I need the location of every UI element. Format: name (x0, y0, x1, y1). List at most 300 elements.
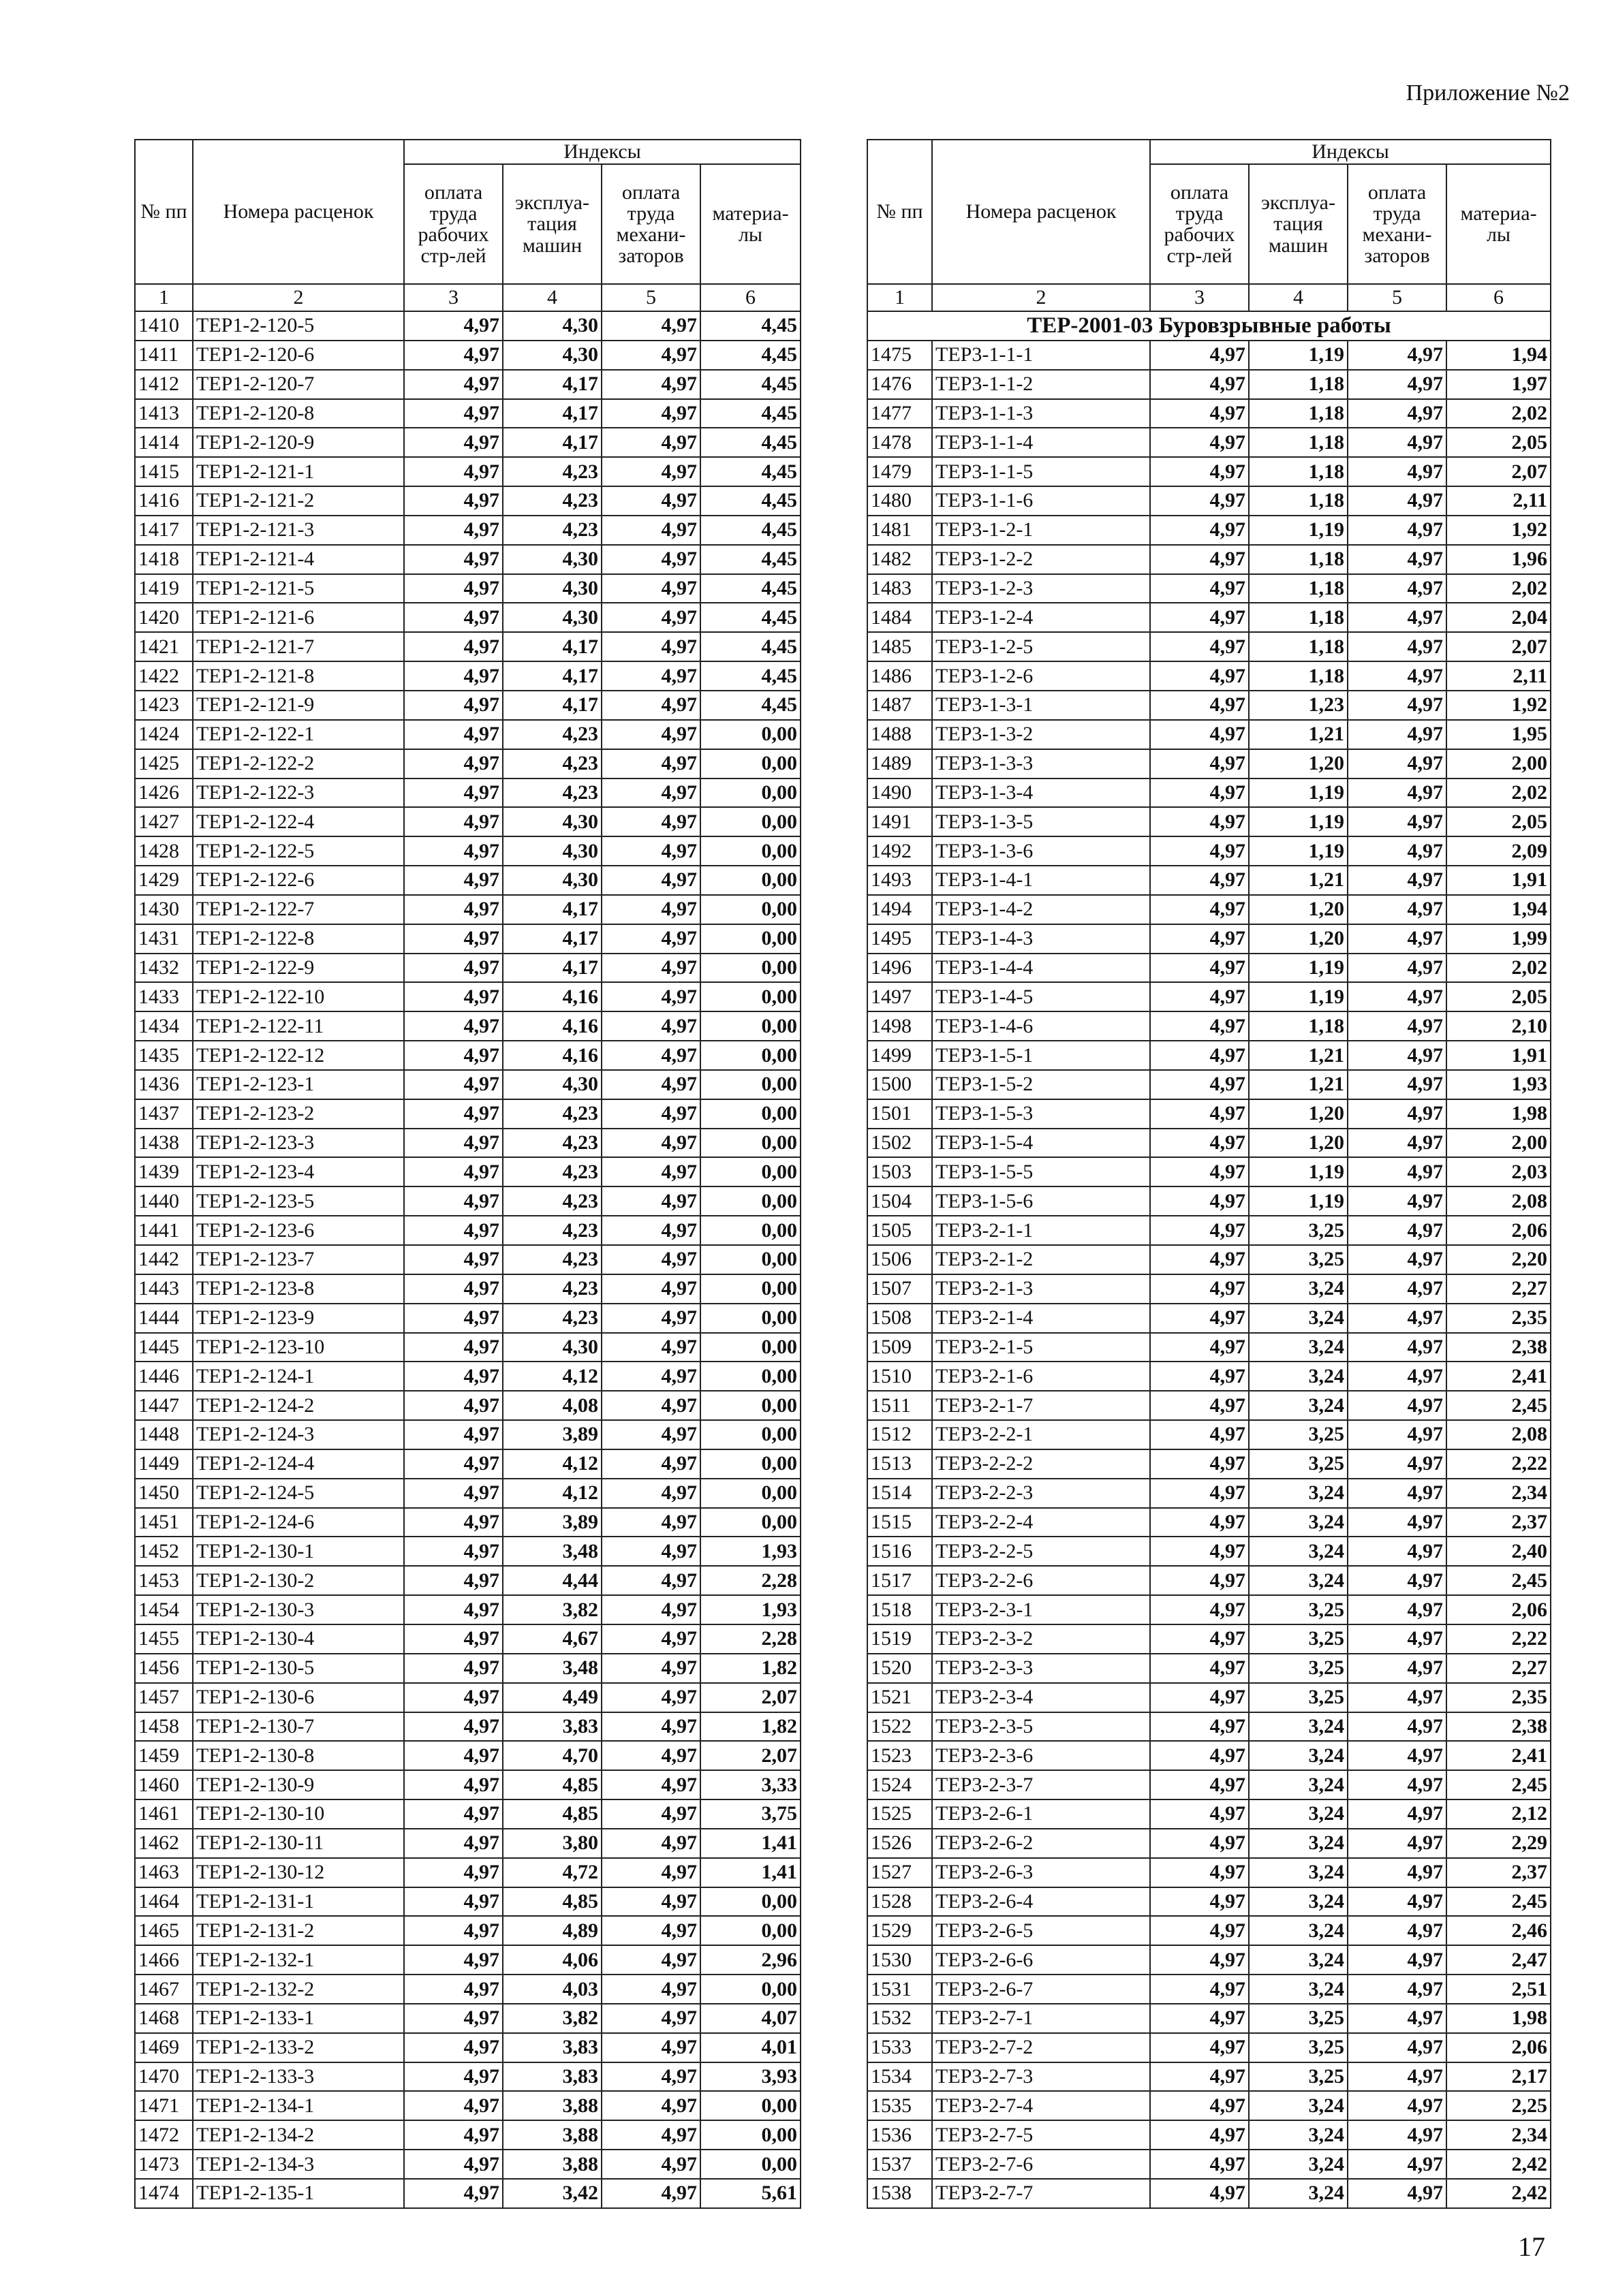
operators-index: 4,97 (602, 1537, 700, 1566)
row-number: 1446 (135, 1362, 193, 1391)
wages-index: 4,97 (1150, 2179, 1249, 2208)
rate-code: ТЕР1-2-130-4 (193, 1624, 404, 1654)
wages-index: 4,97 (1150, 1799, 1249, 1829)
materials-index: 1,41 (700, 1829, 801, 1858)
materials-index: 3,75 (700, 1799, 801, 1829)
materials-index: 2,11 (1446, 486, 1551, 516)
table-row (135, 779, 801, 808)
rate-code: ТЕР1-2-120-6 (193, 341, 404, 370)
materials-index: 1,41 (700, 1858, 801, 1887)
wages-index: 4,97 (1150, 1157, 1249, 1186)
table-row (867, 1099, 1551, 1129)
row-number: 1510 (867, 1362, 932, 1391)
table-row (135, 2120, 801, 2150)
wages-index: 4,97 (1150, 1712, 1249, 1742)
row-number: 1486 (867, 661, 932, 691)
operators-index: 4,97 (1348, 2004, 1446, 2033)
materials-index: 0,00 (700, 954, 801, 983)
materials-index: 2,34 (1446, 2120, 1551, 2150)
row-number: 1468 (135, 2004, 193, 2033)
operators-index: 4,97 (602, 1011, 700, 1041)
wages-index: 4,97 (404, 1858, 503, 1887)
operators-index: 4,97 (1348, 341, 1446, 370)
materials-index: 0,00 (700, 1157, 801, 1186)
wages-index: 4,97 (1150, 1274, 1249, 1304)
rate-code: ТЕР3-2-7-4 (932, 2091, 1150, 2120)
wages-index: 4,97 (404, 1011, 503, 1041)
table-row (135, 1245, 801, 1274)
wages-index: 4,97 (1150, 399, 1249, 428)
machines-index: 4,30 (503, 311, 602, 341)
materials-index: 2,28 (700, 1624, 801, 1654)
table-row (135, 720, 801, 749)
wages-index: 4,97 (404, 749, 503, 779)
left-table-body (135, 311, 801, 2208)
rate-code: ТЕР1-2-133-1 (193, 2004, 404, 2033)
machines-index: 4,23 (503, 457, 602, 486)
operators-index: 4,97 (1348, 1333, 1446, 1362)
rate-code: ТЕР3-2-7-2 (932, 2033, 1150, 2062)
rate-code: ТЕР1-2-130-9 (193, 1770, 404, 1799)
operators-index: 4,97 (1348, 603, 1446, 632)
wages-index: 4,97 (1150, 807, 1249, 836)
operators-index: 4,97 (1348, 691, 1446, 720)
wages-index: 4,97 (1150, 1479, 1249, 1508)
rate-code: ТЕР3-2-7-6 (932, 2150, 1150, 2179)
table-row (867, 1274, 1551, 1304)
operators-index: 4,97 (1348, 1537, 1446, 1566)
row-number: 1431 (135, 924, 193, 954)
machines-index: 1,21 (1249, 866, 1348, 895)
rate-code: ТЕР3-1-5-6 (932, 1186, 1150, 1216)
machines-index: 4,12 (503, 1362, 602, 1391)
rate-code: ТЕР1-2-122-8 (193, 924, 404, 954)
rate-code: ТЕР3-1-1-1 (932, 341, 1150, 370)
wages-index: 4,97 (1150, 2004, 1249, 2033)
operators-index: 4,97 (602, 1420, 700, 1449)
row-number: 1531 (867, 1975, 932, 2004)
rate-code: ТЕР1-2-134-3 (193, 2150, 404, 2179)
row-number: 1473 (135, 2150, 193, 2179)
operators-index: 4,97 (1348, 1829, 1446, 1858)
rate-code: ТЕР1-2-134-2 (193, 2120, 404, 2150)
rate-code: ТЕР3-2-3-5 (932, 1712, 1150, 1742)
materials-index: 4,45 (700, 691, 801, 720)
table-row (135, 2091, 801, 2120)
col-num-header: № пп (135, 140, 193, 284)
indices-group-header: Индексы (1150, 140, 1551, 164)
operators-index: 4,97 (602, 1449, 700, 1479)
wages-index: 4,97 (404, 311, 503, 341)
rate-code: ТЕР1-2-123-4 (193, 1157, 404, 1186)
table-row (135, 2150, 801, 2179)
table-row (867, 1508, 1551, 1537)
materials-index: 1,92 (1446, 516, 1551, 545)
machines-index: 3,88 (503, 2150, 602, 2179)
materials-index: 1,99 (1446, 924, 1551, 954)
machines-index: 4,23 (503, 1216, 602, 1245)
wages-index: 4,97 (404, 1916, 503, 1945)
col-code-header: Номера расценок (193, 140, 404, 284)
row-number: 1418 (135, 545, 193, 574)
col-index-1: 1 (867, 284, 932, 311)
wages-index: 4,97 (404, 632, 503, 661)
wages-index: 4,97 (1150, 1070, 1249, 1099)
table-row (135, 1566, 801, 1595)
machines-index: 1,19 (1249, 779, 1348, 808)
materials-index: 4,45 (700, 545, 801, 574)
materials-index: 0,00 (700, 895, 801, 924)
rate-code: ТЕР1-2-122-7 (193, 895, 404, 924)
machines-index: 4,30 (503, 574, 602, 603)
operators-index: 4,97 (602, 2033, 700, 2062)
wages-index: 4,97 (404, 2062, 503, 2092)
row-number: 1494 (867, 895, 932, 924)
machines-index: 3,24 (1249, 1741, 1348, 1770)
operators-index: 4,97 (1348, 370, 1446, 399)
table-row (867, 2033, 1551, 2062)
rate-code: ТЕР1-2-122-12 (193, 1041, 404, 1070)
wages-index: 4,97 (1150, 1216, 1249, 1245)
wages-index: 4,97 (1150, 895, 1249, 924)
machines-index: 4,23 (503, 1186, 602, 1216)
row-number: 1445 (135, 1333, 193, 1362)
table-row (135, 1479, 801, 1508)
table-row (867, 341, 1551, 370)
operators-index: 4,97 (602, 1099, 700, 1129)
wages-index: 4,97 (404, 1216, 503, 1245)
row-number: 1515 (867, 1508, 932, 1537)
operators-index: 4,97 (1348, 486, 1446, 516)
wages-index: 4,97 (404, 574, 503, 603)
table-row (135, 954, 801, 983)
machines-index: 3,24 (1249, 1566, 1348, 1595)
wages-index: 4,97 (1150, 1391, 1249, 1420)
row-number: 1423 (135, 691, 193, 720)
row-number: 1467 (135, 1975, 193, 2004)
operators-index: 4,97 (1348, 574, 1446, 603)
table-row (867, 1186, 1551, 1216)
materials-index: 2,25 (1446, 2091, 1551, 2120)
row-number: 1525 (867, 1799, 932, 1829)
wages-index: 4,97 (404, 982, 503, 1011)
materials-index: 4,45 (700, 428, 801, 457)
row-number: 1533 (867, 2033, 932, 2062)
wages-index: 4,97 (1150, 1011, 1249, 1041)
wages-index: 4,97 (404, 1420, 503, 1449)
machines-index: 3,24 (1249, 1712, 1348, 1742)
rate-code: ТЕР1-2-132-2 (193, 1975, 404, 2004)
operators-index: 4,97 (602, 807, 700, 836)
row-number: 1524 (867, 1770, 932, 1799)
operators-index: 4,97 (1348, 1799, 1446, 1829)
row-number: 1459 (135, 1741, 193, 1770)
machines-index: 3,83 (503, 2062, 602, 2092)
wages-index: 4,97 (1150, 2120, 1249, 2150)
machines-index: 4,23 (503, 486, 602, 516)
row-number: 1470 (135, 2062, 193, 2092)
machines-index: 3,24 (1249, 1479, 1348, 1508)
machines-index: 4,17 (503, 954, 602, 983)
wages-index: 4,97 (404, 1449, 503, 1479)
col-index-1: 1 (135, 284, 193, 311)
operators-index: 4,97 (1348, 1362, 1446, 1391)
materials-index: 3,33 (700, 1770, 801, 1799)
row-number: 1506 (867, 1245, 932, 1274)
table-row (135, 1799, 801, 1829)
table-row (867, 1216, 1551, 1245)
machines-index: 4,23 (503, 516, 602, 545)
rate-code: ТЕР3-1-3-5 (932, 807, 1150, 836)
machines-index: 1,18 (1249, 632, 1348, 661)
machines-index: 1,18 (1249, 661, 1348, 691)
rate-code: ТЕР1-2-122-9 (193, 954, 404, 983)
operators-index: 4,97 (602, 2150, 700, 2179)
machines-index: 3,24 (1249, 2179, 1348, 2208)
table-row (135, 2062, 801, 2092)
materials-index: 4,45 (700, 370, 801, 399)
table-row (867, 1245, 1551, 1274)
table-row (867, 807, 1551, 836)
wages-index: 4,97 (404, 1186, 503, 1216)
row-number: 1520 (867, 1654, 932, 1683)
materials-index: 0,00 (700, 1099, 801, 1129)
table-row (135, 428, 801, 457)
table-row (135, 1449, 801, 1479)
machines-index: 4,12 (503, 1479, 602, 1508)
machines-index: 3,24 (1249, 1508, 1348, 1537)
wages-index: 4,97 (1150, 341, 1249, 370)
wages-index: 4,97 (404, 1945, 503, 1975)
row-number: 1477 (867, 399, 932, 428)
machines-index: 3,83 (503, 2033, 602, 2062)
rate-code: ТЕР3-2-1-2 (932, 1245, 1150, 1274)
table-row (867, 1333, 1551, 1362)
machines-index: 3,48 (503, 1537, 602, 1566)
col-num-header: № пп (867, 140, 932, 284)
materials-index: 2,07 (700, 1683, 801, 1712)
machines-index: 3,24 (1249, 2150, 1348, 2179)
rate-code: ТЕР3-2-1-3 (932, 1274, 1150, 1304)
row-number: 1421 (135, 632, 193, 661)
row-number: 1488 (867, 720, 932, 749)
table-row (867, 1391, 1551, 1420)
machines-index: 4,17 (503, 399, 602, 428)
machines-index: 1,20 (1249, 749, 1348, 779)
machines-index: 3,88 (503, 2091, 602, 2120)
machines-index: 3,24 (1249, 1945, 1348, 1975)
materials-index: 4,45 (700, 399, 801, 428)
machines-index: 1,18 (1249, 370, 1348, 399)
rate-code: ТЕР1-2-120-7 (193, 370, 404, 399)
table-row (867, 661, 1551, 691)
row-number: 1512 (867, 1420, 932, 1449)
machines-index: 4,16 (503, 1011, 602, 1041)
table-row (135, 341, 801, 370)
wages-index: 4,97 (404, 1508, 503, 1537)
operators-index: 4,97 (602, 1829, 700, 1858)
wages-index: 4,97 (1150, 428, 1249, 457)
operators-index: 4,97 (1348, 1566, 1446, 1595)
table-row (135, 370, 801, 399)
operators-index: 4,97 (602, 691, 700, 720)
materials-index: 2,35 (1446, 1683, 1551, 1712)
rate-code: ТЕР1-2-133-2 (193, 2033, 404, 2062)
wages-index: 4,97 (1150, 1333, 1249, 1362)
row-number: 1424 (135, 720, 193, 749)
wages-index: 4,97 (404, 691, 503, 720)
operators-index: 4,97 (602, 1216, 700, 1245)
row-number: 1538 (867, 2179, 932, 2208)
wages-index: 4,97 (1150, 779, 1249, 808)
rate-code: ТЕР1-2-120-5 (193, 311, 404, 341)
machines-index: 4,49 (503, 1683, 602, 1712)
wages-index: 4,97 (1150, 370, 1249, 399)
row-number: 1414 (135, 428, 193, 457)
materials-index: 4,45 (700, 632, 801, 661)
operators-index: 4,97 (1348, 1945, 1446, 1975)
rate-code: ТЕР1-2-122-1 (193, 720, 404, 749)
rate-code: ТЕР3-1-1-5 (932, 457, 1150, 486)
table-row (867, 1304, 1551, 1333)
operators-index: 4,97 (1348, 1216, 1446, 1245)
row-number: 1453 (135, 1566, 193, 1595)
row-number: 1466 (135, 1945, 193, 1975)
materials-index: 5,61 (700, 2179, 801, 2208)
materials-index: 2,06 (1446, 2033, 1551, 2062)
rate-code: ТЕР3-1-5-3 (932, 1099, 1150, 1129)
materials-index: 2,45 (1446, 1887, 1551, 1917)
col-code-header: Номера расценок (932, 140, 1150, 284)
operators-index: 4,97 (602, 1186, 700, 1216)
rate-code: ТЕР1-2-132-1 (193, 1945, 404, 1975)
table-row (867, 1975, 1551, 2004)
table-row (135, 399, 801, 428)
table-row (867, 1624, 1551, 1654)
row-number: 1500 (867, 1070, 932, 1099)
rate-code: ТЕР3-1-4-4 (932, 954, 1150, 983)
machines-index: 4,85 (503, 1770, 602, 1799)
rate-code: ТЕР1-2-122-11 (193, 1011, 404, 1041)
table-row (135, 632, 801, 661)
wages-index: 4,97 (404, 1829, 503, 1858)
wages-index: 4,97 (1150, 1770, 1249, 1799)
operators-index: 4,97 (602, 720, 700, 749)
table-row (867, 895, 1551, 924)
machines-index: 1,18 (1249, 457, 1348, 486)
operators-index: 4,97 (1348, 1011, 1446, 1041)
table-row (867, 574, 1551, 603)
rate-code: ТЕР3-1-4-1 (932, 866, 1150, 895)
rate-code: ТЕР3-2-7-3 (932, 2062, 1150, 2092)
table-row (867, 2179, 1551, 2208)
machines-index: 4,17 (503, 632, 602, 661)
machines-index: 1,21 (1249, 1041, 1348, 1070)
operators-index: 4,97 (602, 1391, 700, 1420)
row-number: 1483 (867, 574, 932, 603)
wages-index: 4,97 (404, 1712, 503, 1742)
wages-index: 4,97 (404, 924, 503, 954)
operators-index: 4,97 (602, 924, 700, 954)
wages-index: 4,97 (1150, 1566, 1249, 1595)
table-row (135, 1829, 801, 1858)
operators-index: 4,97 (1348, 2120, 1446, 2150)
machines-index: 1,18 (1249, 574, 1348, 603)
machines-index: 4,06 (503, 1945, 602, 1975)
wages-index: 4,97 (404, 1157, 503, 1186)
rate-code: ТЕР3-2-3-7 (932, 1770, 1150, 1799)
rate-code: ТЕР1-2-133-3 (193, 2062, 404, 2092)
row-number: 1521 (867, 1683, 932, 1712)
materials-index: 0,00 (700, 1011, 801, 1041)
row-number: 1495 (867, 924, 932, 954)
materials-index: 0,00 (700, 749, 801, 779)
col-index-6: 6 (700, 284, 801, 311)
rate-code: ТЕР3-2-2-5 (932, 1537, 1150, 1566)
rate-code: ТЕР1-2-130-11 (193, 1829, 404, 1858)
row-number: 1517 (867, 1566, 932, 1595)
materials-index: 0,00 (700, 866, 801, 895)
operators-index: 4,97 (1348, 1712, 1446, 1742)
materials-index: 1,94 (1446, 895, 1551, 924)
row-number: 1413 (135, 399, 193, 428)
wages-index: 4,97 (1150, 574, 1249, 603)
operators-index: 4,97 (602, 2091, 700, 2120)
row-number: 1492 (867, 836, 932, 866)
table-row (867, 1770, 1551, 1799)
table-row (135, 1304, 801, 1333)
table-row (867, 545, 1551, 574)
table-row (867, 1566, 1551, 1595)
operators-index: 4,97 (1348, 2062, 1446, 2092)
machines-index: 3,25 (1249, 2062, 1348, 2092)
rate-code: ТЕР1-2-130-1 (193, 1537, 404, 1566)
table-row (135, 1945, 801, 1975)
materials-index: 2,22 (1446, 1624, 1551, 1654)
machines-index: 3,25 (1249, 1216, 1348, 1245)
operators-index: 4,97 (602, 311, 700, 341)
rate-code: ТЕР1-2-124-2 (193, 1391, 404, 1420)
operators-index: 4,97 (1348, 545, 1446, 574)
wages-index: 4,97 (1150, 982, 1249, 1011)
machines-index: 3,89 (503, 1508, 602, 1537)
wages-index: 4,97 (1150, 1449, 1249, 1479)
machines-index: 3,25 (1249, 1654, 1348, 1683)
wages-index: 4,97 (404, 895, 503, 924)
operators-index: 4,97 (1348, 1157, 1446, 1186)
materials-index: 1,95 (1446, 720, 1551, 749)
operators-index: 4,97 (602, 1595, 700, 1624)
materials-index: 0,00 (700, 1420, 801, 1449)
rate-code: ТЕР1-2-120-8 (193, 399, 404, 428)
materials-index: 1,92 (1446, 691, 1551, 720)
rate-code: ТЕР1-2-122-6 (193, 866, 404, 895)
machines-index: 3,25 (1249, 1449, 1348, 1479)
operators-index: 4,97 (602, 1624, 700, 1654)
machines-index: 4,16 (503, 1041, 602, 1070)
operators-index: 4,97 (1348, 632, 1446, 661)
col-index-4: 4 (503, 284, 602, 311)
table-row (867, 2120, 1551, 2150)
row-number: 1529 (867, 1916, 932, 1945)
operators-index: 4,97 (602, 779, 700, 808)
operators-index: 4,97 (602, 1041, 700, 1070)
rate-code: ТЕР3-2-2-2 (932, 1449, 1150, 1479)
materials-index: 2,02 (1446, 574, 1551, 603)
wages-index: 4,97 (1150, 1741, 1249, 1770)
wages-index: 4,97 (404, 1595, 503, 1624)
col-index-5: 5 (602, 284, 700, 311)
